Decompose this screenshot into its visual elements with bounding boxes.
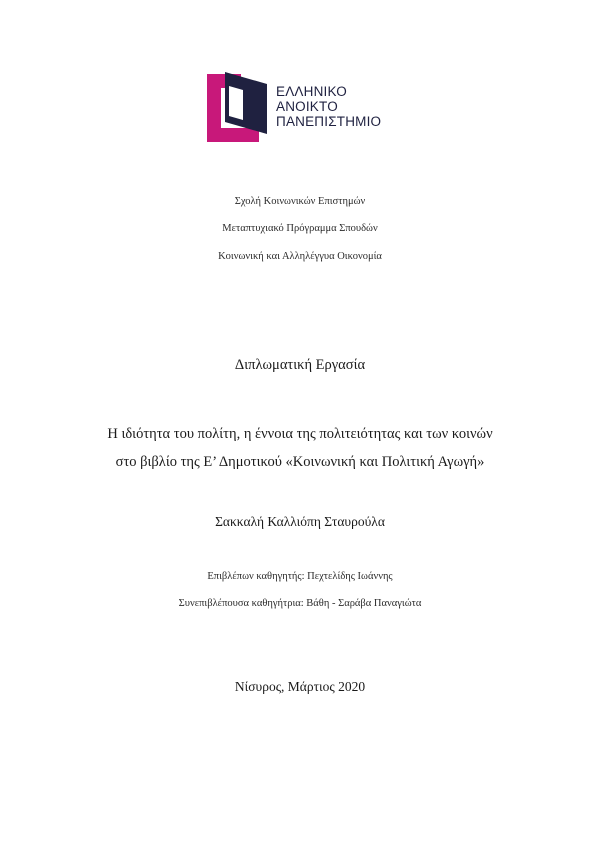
program-name: Μεταπτυχιακό Πρόγραμμα Σπουδών bbox=[222, 223, 378, 234]
specialization-name: Κοινωνική και Αλληλέγγυα Οικονομία bbox=[218, 251, 382, 262]
logo-line-2: ΑΝΟΙΚΤΟ bbox=[276, 99, 338, 114]
co-supervisor: Συνεπιβλέπουσα καθηγήτρια: Βάθη - Σαράβα Παναγιώτα bbox=[178, 598, 422, 609]
logo-emblem-icon bbox=[207, 72, 271, 144]
logo-line-1: ΕΛΛΗΝΙΚΟ bbox=[276, 84, 347, 99]
place-date: Νίσυρος, Μάρτιος 2020 bbox=[234, 679, 366, 694]
title-line-2: στο βιβλίο της Ε’ Δημοτικού «Κοινωνική και Πολιτική Αγωγή» bbox=[115, 454, 485, 470]
author-name: Σακκαλή Καλλιόπη Σταυρούλα bbox=[215, 514, 385, 529]
logo-wordmark bbox=[276, 84, 381, 129]
title-line-1: Η ιδιότητα του πολίτη, η έννοια της πολιτειότητας και των κοινών bbox=[107, 426, 493, 442]
document-type: Διπλωματική Εργασία bbox=[234, 357, 366, 373]
supervisor: Επιβλέπων καθηγητής: Πεχτελίδης Ιωάννης bbox=[207, 571, 393, 582]
university-logo bbox=[207, 72, 397, 144]
school-name: Σχολή Κοινωνικών Επιστημών bbox=[234, 196, 366, 207]
logo-line-3: ΠΑΝΕΠΙΣΤΗΜΙΟ bbox=[276, 114, 382, 129]
